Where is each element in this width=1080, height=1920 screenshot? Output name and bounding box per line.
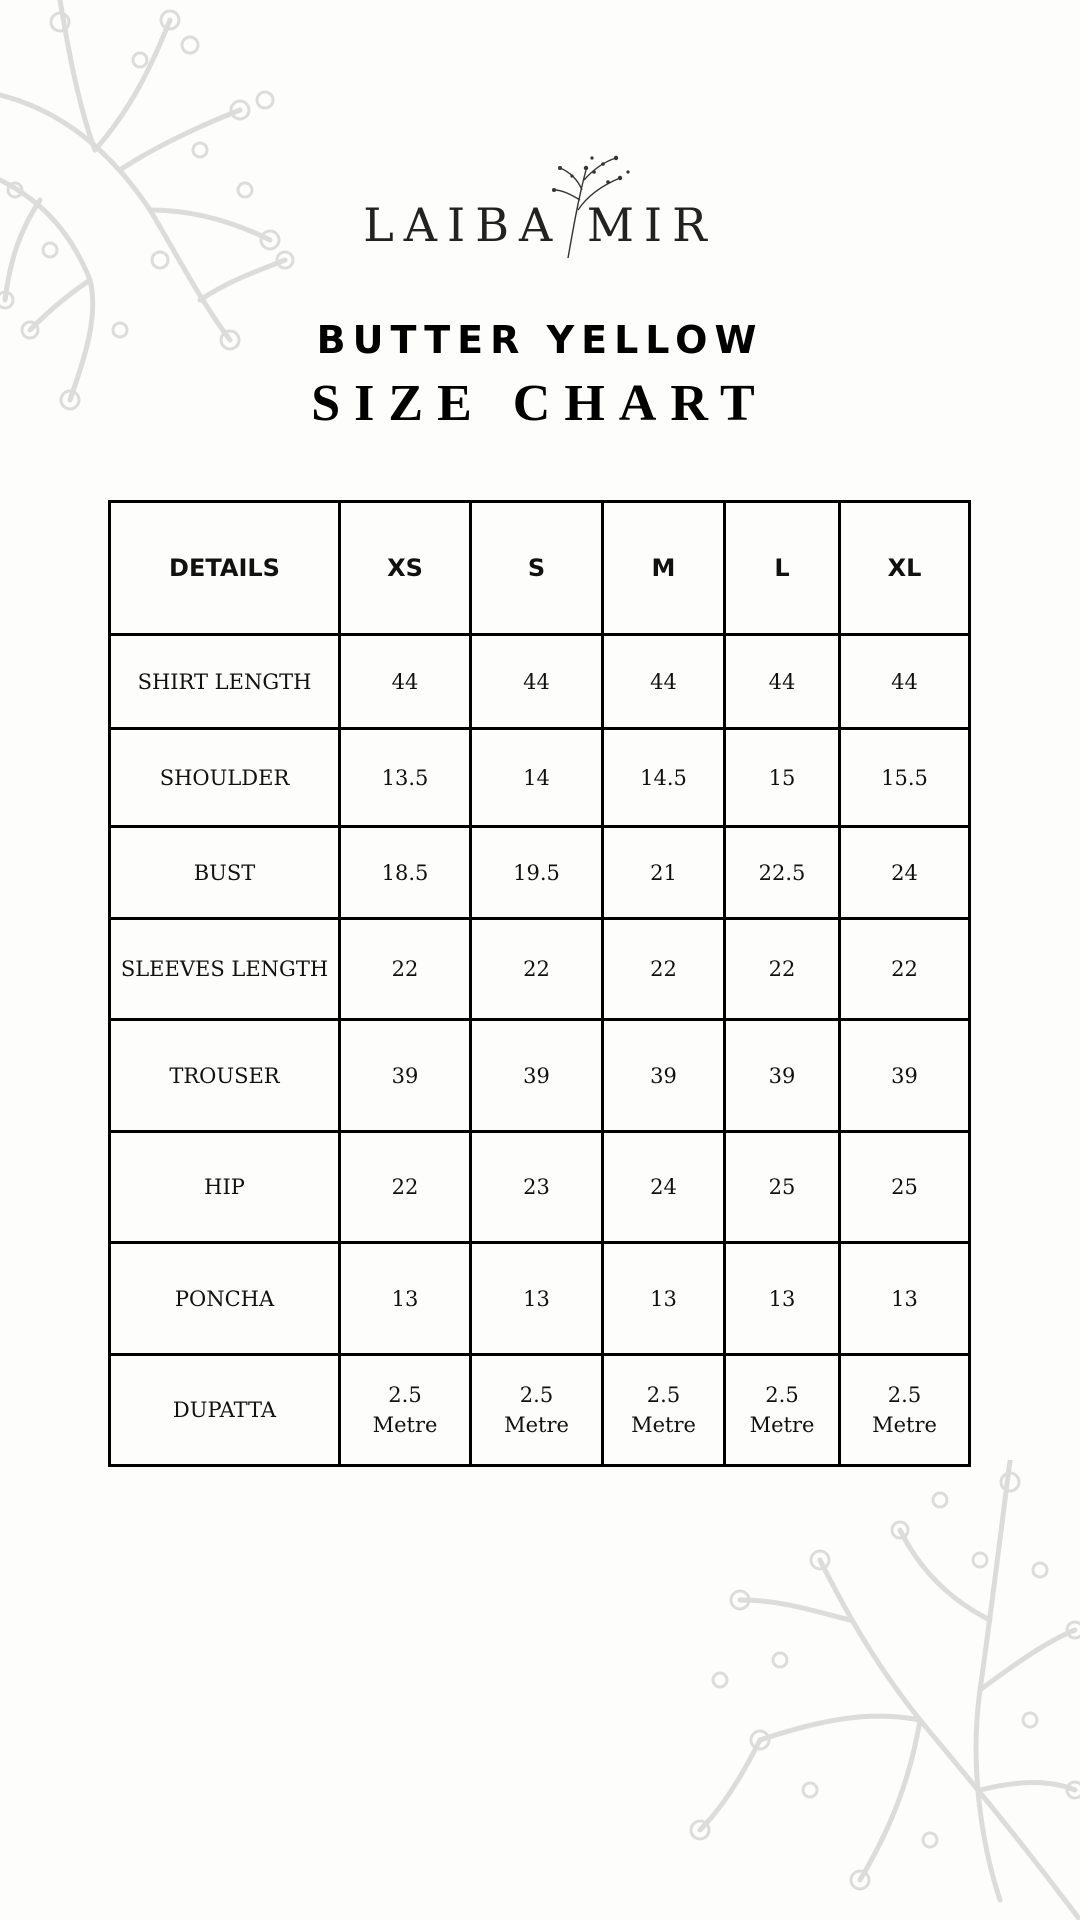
row-label: SHOULDER [110, 729, 340, 827]
table-cell: 13 [340, 1243, 471, 1355]
cell-unit: Metre [872, 1413, 937, 1437]
table-header-row [110, 502, 970, 635]
table-cell: 24 [840, 827, 970, 919]
table-cell [603, 1355, 725, 1466]
page-title: SIZE CHART [311, 375, 769, 432]
brand-name: LAIBA MIR [363, 198, 717, 252]
brand-logo [0, 150, 1080, 270]
row-label: HIP [110, 1132, 340, 1243]
table-cell [340, 1355, 471, 1466]
table-cell: 39 [725, 1020, 840, 1132]
cell-unit: Metre [631, 1413, 696, 1437]
table-cell: 22 [340, 1132, 471, 1243]
cell-amount: 2.5 [887, 1383, 922, 1407]
header-size-m: M [603, 502, 725, 635]
row-label: DUPATTA [110, 1355, 340, 1466]
table-row [110, 919, 970, 1020]
table-row [110, 827, 970, 919]
row-label: TROUSER [110, 1020, 340, 1132]
table-cell [725, 1355, 840, 1466]
table-cell: 25 [840, 1132, 970, 1243]
table-row [110, 1355, 970, 1466]
table-cell: 13 [603, 1243, 725, 1355]
table-cell: 14.5 [603, 729, 725, 827]
row-label: BUST [110, 827, 340, 919]
table-row [110, 729, 970, 827]
header-size-xl: XL [840, 502, 970, 635]
table-cell: 13 [840, 1243, 970, 1355]
table-cell: 39 [471, 1020, 603, 1132]
table-cell: 39 [340, 1020, 471, 1132]
cell-amount: 2.5 [765, 1383, 799, 1407]
table-cell: 15.5 [840, 729, 970, 827]
table-row [110, 635, 970, 729]
header-details: DETAILS [110, 502, 340, 635]
cell-unit: Metre [749, 1413, 815, 1437]
header-size-xs: XS [340, 502, 471, 635]
table-cell: 22 [340, 919, 471, 1020]
table-cell: 44 [471, 635, 603, 729]
table-cell: 22 [725, 919, 840, 1020]
row-label: SHIRT LENGTH [110, 635, 340, 729]
cell-amount: 2.5 [519, 1383, 554, 1407]
size-table [108, 500, 971, 1467]
table-row [110, 1243, 970, 1355]
table-cell: 22.5 [725, 827, 840, 919]
table-cell: 44 [603, 635, 725, 729]
table-cell: 15 [725, 729, 840, 827]
header-size-s: S [471, 502, 603, 635]
table-cell: 19.5 [471, 827, 603, 919]
row-label: PONCHA [110, 1243, 340, 1355]
table-cell: 24 [603, 1132, 725, 1243]
table-cell: 22 [471, 919, 603, 1020]
table-cell: 13.5 [340, 729, 471, 827]
floral-branch-bottom-right-icon [680, 1460, 1080, 1920]
table-cell: 44 [840, 635, 970, 729]
table-cell [471, 1355, 603, 1466]
product-name: BUTTER YELLOW [316, 318, 764, 362]
table-cell: 13 [471, 1243, 603, 1355]
table-cell: 44 [725, 635, 840, 729]
header-size-l: L [725, 502, 840, 635]
cell-amount: 2.5 [388, 1383, 422, 1407]
table-cell: 44 [340, 635, 471, 729]
table-cell: 18.5 [340, 827, 471, 919]
table-row [110, 1132, 970, 1243]
table-cell: 21 [603, 827, 725, 919]
table-row [110, 1020, 970, 1132]
cell-unit: Metre [504, 1413, 569, 1437]
table-cell: 22 [603, 919, 725, 1020]
cell-amount: 2.5 [646, 1383, 681, 1407]
table-cell: 13 [725, 1243, 840, 1355]
cell-unit: Metre [372, 1413, 438, 1437]
table-cell: 14 [471, 729, 603, 827]
table-cell: 39 [603, 1020, 725, 1132]
table-cell: 22 [840, 919, 970, 1020]
row-label: SLEEVES LENGTH [110, 919, 340, 1020]
table-cell: 39 [840, 1020, 970, 1132]
table-cell [840, 1355, 970, 1466]
table-cell: 25 [725, 1132, 840, 1243]
table-cell: 23 [471, 1132, 603, 1243]
